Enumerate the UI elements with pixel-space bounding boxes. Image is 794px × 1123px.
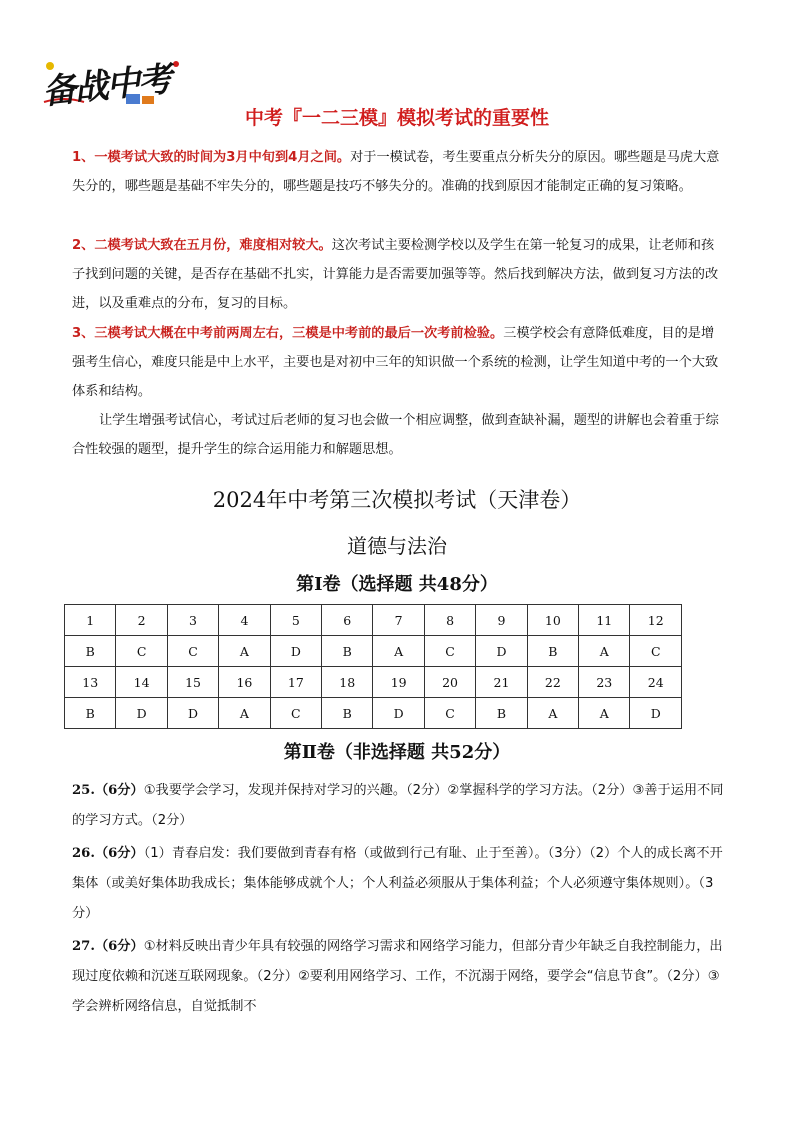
intro-lead-1: 1、一模考试大致的时间为3月中旬到4月之间。 [72,150,351,165]
question-number: 26.（6分） [72,846,144,861]
answer-table-cell: D [373,698,424,729]
answer-table-cell: B [322,698,373,729]
answer-table-cell: C [167,636,218,667]
answer-table-cell: A [527,698,578,729]
answer-table-cell: 21 [476,667,527,698]
question-26 [72,839,724,929]
answer-table-cell: 9 [476,605,527,636]
exam-title: 2024年中考第三次模拟考试（天津卷） [212,488,582,512]
answer-table-cell: B [527,636,578,667]
answer-table-cell: 11 [579,605,630,636]
answer-table-cell: B [322,636,373,667]
answer-table-cell: 23 [579,667,630,698]
answer-table-cell: A [219,698,270,729]
answer-table-row [65,636,682,667]
question-27 [72,932,724,1022]
answer-table-cell: 2 [116,605,167,636]
answer-table-cell: 18 [322,667,373,698]
intro-body-3: 三模学校会有意降低难度，目的是增强考生信心，难度只能是中上水平，主要也是对初中三年的知识做一个系统的检测，让学生知道中考的一个大致体系和结构。 [72,326,719,399]
logo-text: 备战中考 [40,59,173,113]
intro-body-2: 这次考试主要检测学校以及学生在第一轮复习的成果，让老师和孩子找到问题的关键，是否存在基础不扎实，计算能力是否需要加强等等。然后找到解决方法，做到复习方法的改进，以及重难点的分布，复习的目标。 [72,238,719,311]
answer-table-cell: C [270,698,321,729]
question-number: 25.（6分） [72,783,144,798]
answer-table-cell: D [167,698,218,729]
section-1-heading: 第Ⅰ卷（选择题 共48分） [296,574,498,595]
answer-table-cell: 24 [630,667,682,698]
answer-table-cell: 8 [424,605,475,636]
question-text: ①我要学会学习，发现并保持对学习的兴趣。（2分）②掌握科学的学习方法。（2分）③善于运用不同的学习方式。（2分） [72,783,724,828]
answer-table-cell: A [219,636,270,667]
answer-table-cell: A [579,636,630,667]
answer-table-cell: B [476,698,527,729]
intro-paragraph-1 [72,143,724,201]
answer-table-cell: B [65,636,116,667]
answer-table-cell: 20 [424,667,475,698]
intro-lead-2: 2、二模考试大致在五月份，难度相对较大。 [72,238,332,253]
intro-paragraph-2 [72,231,724,318]
answer-table-cell: 22 [527,667,578,698]
intro-body-1: 对于一模试卷，考生要重点分析失分的原因。哪些题是马虎大意失分的，哪些题是基础不牢失分的，哪些题是技巧不够失分的。准确的找到原因才能制定正确的复习策略。 [72,150,720,194]
answer-table-cell: 7 [373,605,424,636]
main-title: 中考『一二三模』模拟考试的重要性 [244,107,549,129]
answer-table-cell: 16 [219,667,270,698]
answer-table-cell: C [424,636,475,667]
logo [38,56,188,113]
answer-table-cell: D [476,636,527,667]
answer-table-cell: 4 [219,605,270,636]
answer-table-cell: A [373,636,424,667]
answer-table-cell: D [270,636,321,667]
answer-table-cell: 5 [270,605,321,636]
intro-paragraph-3 [72,319,724,406]
question-text: ①材料反映出青少年具有较强的网络学习需求和网络学习能力，但部分青少年缺乏自我控制能力，出现过度依赖和沉迷互联网现象。（2分）②要利用网络学习、工作，不沉溺于网络，要学会“信息节食”。（2分）③学会辨析网络信息，自觉抵制不 [72,939,723,1014]
answer-table-cell: C [424,698,475,729]
question-number: 27.（6分） [72,939,144,954]
answer-table-cell: 15 [167,667,218,698]
question-text: （1）青春启发：我们要做到青春有格（或做到行己有耻、止于至善）。（3分）（2）个人的成长离不开集体（或美好集体助我成长；集体能够成就个人；个人利益必须服从于集体利益；个人必须遵守集体规则）。（3分） [72,846,723,921]
answer-table-cell: D [116,698,167,729]
answer-table-cell: D [630,698,682,729]
answer-table-cell: 3 [167,605,218,636]
answer-table-cell: 6 [322,605,373,636]
intro-lead-3: 3、三模考试大概在中考前两周左右，三模是中考前的最后一次考前检验。 [72,326,504,341]
closing-paragraph: 让学生增强考试信心，考试过后老师的复习也会做一个相应调整，做到查缺补漏，题型的讲解也会着重于综合性较强的题型，提升学生的综合运用能力和解题思想。 [72,413,719,457]
answer-table-cell: C [630,636,682,667]
answer-table-cell: 1 [65,605,116,636]
answer-table-cell: C [116,636,167,667]
section-2-heading: 第Ⅱ卷（非选择题 共52分） [283,742,511,763]
answer-table-row [65,605,682,636]
answer-table-cell: 13 [65,667,116,698]
answer-table-cell: 19 [373,667,424,698]
answer-table-cell: 14 [116,667,167,698]
answer-table-cell: 10 [527,605,578,636]
answer-table-row [65,698,682,729]
answer-table-row [65,667,682,698]
answer-table [64,604,682,729]
answer-table-cell: A [579,698,630,729]
question-25 [72,776,724,836]
subject-title: 道德与法治 [347,534,447,558]
answer-table-cell: 12 [630,605,682,636]
answer-table-cell: 17 [270,667,321,698]
answer-table-cell: B [65,698,116,729]
